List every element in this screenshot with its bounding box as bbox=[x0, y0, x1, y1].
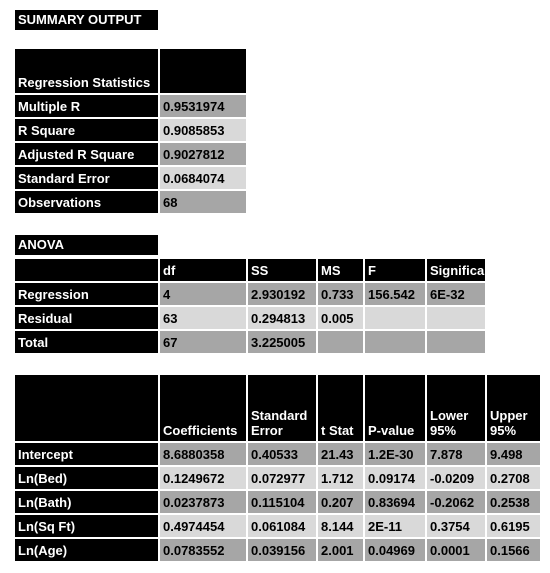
coef-cell: 0.04969 bbox=[365, 539, 425, 561]
coef-row-label: Intercept bbox=[15, 443, 158, 465]
coef-header: P-value bbox=[365, 375, 425, 441]
coef-cell: 0.1566 bbox=[487, 539, 540, 561]
coef-cell: 0.0783552 bbox=[160, 539, 246, 561]
anova-cell: 156.542 bbox=[365, 283, 425, 305]
anova-row-label: Regression bbox=[15, 283, 158, 305]
anova-cell bbox=[427, 331, 485, 353]
anova-cell: 4 bbox=[160, 283, 246, 305]
anova-cell: 3.225005 bbox=[248, 331, 316, 353]
anova-title: ANOVA bbox=[15, 235, 158, 255]
coef-cell: 0.6195 bbox=[487, 515, 540, 537]
anova-cell: 0.294813 bbox=[248, 307, 316, 329]
coef-cell: 21.43 bbox=[318, 443, 363, 465]
coef-cell: 0.2708 bbox=[487, 467, 540, 489]
coef-cell: 2.001 bbox=[318, 539, 363, 561]
stat-label: R Square bbox=[15, 119, 158, 141]
coef-cell: 1.2E-30 bbox=[365, 443, 425, 465]
coef-cell: -0.0209 bbox=[427, 467, 485, 489]
stat-value: 0.9027812 bbox=[160, 143, 246, 165]
coef-row-label: Ln(Sq Ft) bbox=[15, 515, 158, 537]
anova-cell bbox=[365, 331, 425, 353]
coef-cell: 0.072977 bbox=[248, 467, 316, 489]
anova-cell: 0.005 bbox=[318, 307, 363, 329]
coef-cell: 0.2538 bbox=[487, 491, 540, 513]
anova-header: MS bbox=[318, 259, 363, 281]
stat-value: 0.9531974 bbox=[160, 95, 246, 117]
anova-cell: 67 bbox=[160, 331, 246, 353]
stat-value: 68 bbox=[160, 191, 246, 213]
coef-cell: 0.207 bbox=[318, 491, 363, 513]
coef-cell: 0.0237873 bbox=[160, 491, 246, 513]
anova-cell: 63 bbox=[160, 307, 246, 329]
coef-cell: 1.712 bbox=[318, 467, 363, 489]
stat-label: Adjusted R Square bbox=[15, 143, 158, 165]
stat-value: 0.0684074 bbox=[160, 167, 246, 189]
coef-cell: 0.83694 bbox=[365, 491, 425, 513]
regression-statistics-header-blank bbox=[160, 49, 246, 93]
coef-cell: 8.144 bbox=[318, 515, 363, 537]
summary-output-title: SUMMARY OUTPUT bbox=[15, 10, 158, 30]
coef-row-label: Ln(Bath) bbox=[15, 491, 158, 513]
coef-cell: 0.115104 bbox=[248, 491, 316, 513]
coef-cell: 0.0001 bbox=[427, 539, 485, 561]
anova-cell: 6E-32 bbox=[427, 283, 485, 305]
coef-header: Standard Error bbox=[248, 375, 316, 441]
coef-cell: 0.1249672 bbox=[160, 467, 246, 489]
anova-cell: 2.930192 bbox=[248, 283, 316, 305]
stat-label: Standard Error bbox=[15, 167, 158, 189]
coef-cell: 8.6880358 bbox=[160, 443, 246, 465]
anova-row-label: Total bbox=[15, 331, 158, 353]
anova-header: SS bbox=[248, 259, 316, 281]
stat-label: Observations bbox=[15, 191, 158, 213]
coef-cell: 7.878 bbox=[427, 443, 485, 465]
anova-cell: 0.733 bbox=[318, 283, 363, 305]
coef-cell: 0.3754 bbox=[427, 515, 485, 537]
coef-cell: 2E-11 bbox=[365, 515, 425, 537]
coef-header: Lower 95% bbox=[427, 375, 485, 441]
coef-row-label: Ln(Age) bbox=[15, 539, 158, 561]
anova-header: F bbox=[365, 259, 425, 281]
coef-header-blank bbox=[15, 375, 158, 441]
anova-header: Significa bbox=[427, 259, 485, 281]
stat-value: 0.9085853 bbox=[160, 119, 246, 141]
coef-header: Upper 95% bbox=[487, 375, 540, 441]
coef-cell: 0.039156 bbox=[248, 539, 316, 561]
coef-cell: 0.09174 bbox=[365, 467, 425, 489]
coef-cell: 0.40533 bbox=[248, 443, 316, 465]
stat-label: Multiple R bbox=[15, 95, 158, 117]
anova-row-label: Residual bbox=[15, 307, 158, 329]
regression-statistics-header: Regression Statistics bbox=[15, 49, 158, 93]
anova-header-blank bbox=[15, 259, 158, 281]
coef-header: t Stat bbox=[318, 375, 363, 441]
coef-cell: 9.498 bbox=[487, 443, 540, 465]
anova-header: df bbox=[160, 259, 246, 281]
anova-cell bbox=[318, 331, 363, 353]
coef-cell: -0.2062 bbox=[427, 491, 485, 513]
anova-cell bbox=[427, 307, 485, 329]
coef-row-label: Ln(Bed) bbox=[15, 467, 158, 489]
coef-cell: 0.061084 bbox=[248, 515, 316, 537]
coef-header: Coefficients bbox=[160, 375, 246, 441]
coef-cell: 0.4974454 bbox=[160, 515, 246, 537]
anova-cell bbox=[365, 307, 425, 329]
